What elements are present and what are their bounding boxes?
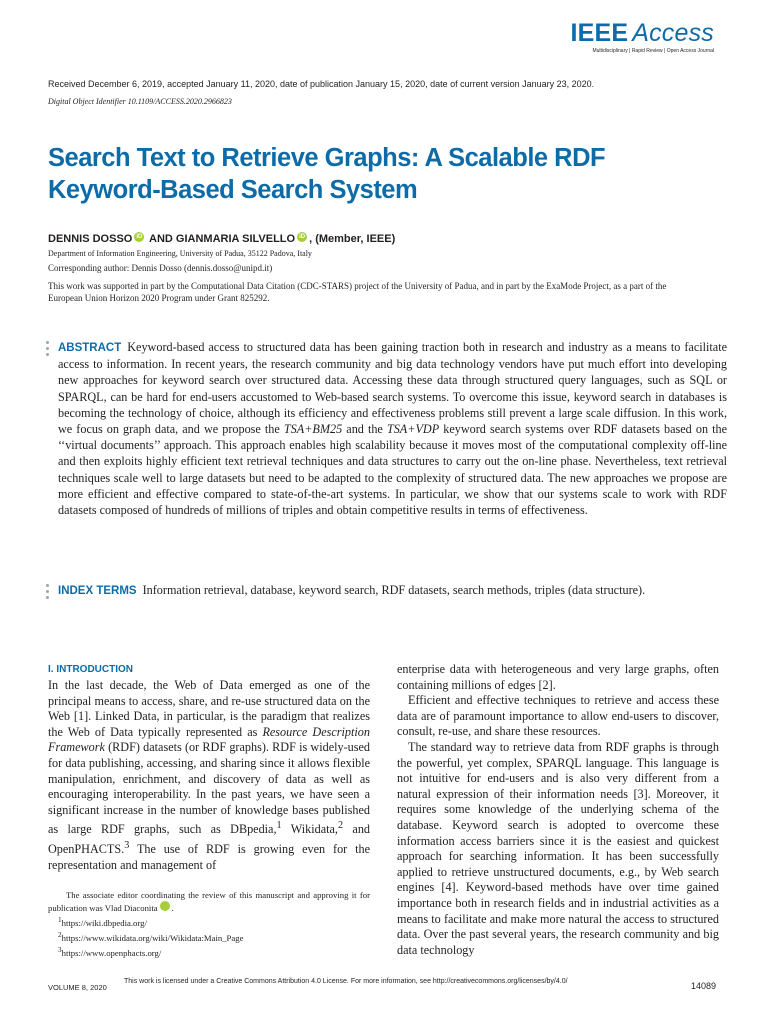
intro-p1-b: (RDF) datasets (or RDF graphs). RDF is widely-used for data publishing, accessing, and sharing since it allows flexible manipulation, enrichment, and discovery of data as well as encouraging interoperability. In the past years, we have seen a significant increase in the number of knowledge bases published as large RDF graphs, such as DBpedia, (48, 740, 370, 837)
intro-p1-e: The use of RDF is growing even for the representation and management of (48, 842, 371, 872)
abstract-em-tsa-vdp: TSA+VDP (386, 422, 440, 437)
footnote-url-3[interactable]: https://www.openphacts.org/ (61, 947, 162, 958)
author-dosso: DENNIS DOSSO (48, 233, 133, 245)
footnote-1 (48, 914, 370, 929)
footnote-url-1[interactable]: https://wiki.dbpedia.org/ (61, 917, 147, 928)
abstract (58, 339, 727, 518)
footnote-mark-1: 1 (58, 916, 62, 924)
orcid-icon[interactable]: iD (299, 234, 306, 240)
index-terms-dots-icon (46, 584, 49, 602)
footnote-ref-2[interactable]: 2 (337, 820, 344, 832)
abstract-text-b: and the (346, 422, 383, 437)
editor-note (48, 889, 370, 914)
index-terms-text: Information retrieval, database, keyword search, RDF datasets, search methods, triples (data structure). (142, 583, 646, 597)
logo-ieee: IEEE (570, 19, 629, 47)
corresponding-author: Corresponding author: Dennis Dosso (dennis.dosso@unipd.it) (48, 263, 273, 273)
intro-p1-a: In the last decade, the Web of Data emerged as one of the principal means to access, share, and re-use structured data on the Web [1]. Linked Data, in particular, is the paradigm that realizes the Web of Data typically represented as (48, 678, 370, 739)
index-terms-label: INDEX TERMS (58, 585, 137, 597)
footnotes (48, 889, 370, 959)
orcid-icon[interactable]: iD (160, 901, 170, 911)
affiliation: Department of Information Engineering, University of Padua, 35122 Padova, Italy (48, 249, 312, 258)
abstract-text-c: keyword search systems over RDF datasets based on the ‘‘virtual documents’’ approach. This approach enables high scalability because it moves most of the computational complexity off-line and then exploits highly efficient text retrieval techniques and data structures to carry out the on-line phase. Nevertheless, text retrieval techniques scale well to large datasets but need to be adapted to the complexity of structured data. The new approaches we propose are more efficient and effective compared to state-of-the-art systems. In particular, we show that our systems scale to work with RDF datasets composed of hundreds of millions of triples and obtain competitive results in terms of effectiveness. (58, 422, 727, 518)
intro-p1-d: and OpenPHACTS. (48, 822, 371, 857)
footnote-mark-2: 2 (58, 930, 62, 939)
intro-p1-c: Wikidata, (290, 822, 338, 837)
paper-title (48, 142, 668, 206)
abstract-text-a: Keyword-based access to structured data has been gaining traction both in research and industry as a means to facilitate access to information. In recent years, the research community and big data technology vendors have put much effort into developing new approaches for keyword search over structured data. Accessing these data through structured query languages, such as SQL or SPARQL, can be hard for end-users accustomed to Web-based search systems. To overcome this issue, keyword search in databases is becoming the technology of choice, although its efficiency and effectiveness problems still prevent a large scale diffusion. In this work, we focus on graph data, and we propose the (58, 340, 727, 437)
abstract-dots-icon (46, 341, 49, 359)
logo-wordmark (570, 20, 714, 46)
footnote-ref-3[interactable]: 3 (124, 840, 130, 851)
abstract-em-tsa-bm25: TSA+BM25 (283, 422, 343, 437)
intro-right-p0: enterprise data with heterogeneous and very large graphs, often containing millions of edges [2]. (397, 662, 719, 692)
orcid-icon[interactable]: iD (136, 234, 143, 240)
author-list (48, 232, 395, 245)
section-heading-introduction: I. INTRODUCTION (48, 664, 133, 675)
intro-right-p2: The standard way to retrieve data from RDF graphs is through the powerful, yet complex, SPARQL language. This language is not intuitive for end-users and is also very different from a natural expression of their information needs [3]. Moreover, it requires some knowledge of the underlying schema of the database. Keyword search is adopted to overcome these information access barriers since it is the easiest and quickest approach for searching information. It has been successfully applied to retrieve unstructured documents, e.g., by Web search engines [4]. Keyword-based methods have over time gained importance both in research fields and in industrial activities as a means to facilitate and make more natural the access to structured data. Over the past several years, the research community and big data technology (397, 739, 719, 957)
index-terms (58, 582, 727, 599)
footer-volume: VOLUME 8, 2020 (48, 983, 107, 992)
doi-line: Digital Object Identifier 10.1109/ACCESS.2020.2966823 (48, 97, 232, 106)
abstract-label: ABSTRACT (58, 342, 122, 354)
intro-p1-em: Resource Description Framework (48, 724, 370, 755)
footer-page-number: 14089 (691, 981, 717, 991)
footnote-3 (48, 944, 370, 959)
title-line-1: Search Text to Retrieve Graphs: A Scalable RDF (48, 144, 606, 172)
title-line-2: Keyword-Based Search System (48, 176, 418, 204)
intro-left-column (48, 678, 370, 873)
funding-note: This work was supported in part by the Computational Data Citation (CDC-STARS) project of the University of Padua, and in part by the ExaMode Project, as a part of the European Union Horizon 2020 Program under Grant 825292. (48, 281, 667, 303)
footnote-ref-1[interactable]: 1 (276, 820, 282, 832)
editor-note-text: The associate editor coordinating the review of this manuscript and approving it for publication was Vlad Diaconita (48, 890, 370, 913)
logo-tagline: Multidisciplinary | Rapid Review | Open Access Journal (592, 48, 714, 54)
footer-license[interactable]: This work is licensed under a Creative Commons Attribution 4.0 License. For more information, see http://creativecommons.org/licenses/by/4.0/ (124, 978, 568, 985)
logo-access: Access (632, 19, 714, 47)
author-member-suffix: , (Member, IEEE) (309, 233, 396, 245)
editor-note-end: . (171, 903, 174, 913)
intro-paragraph-1 (48, 678, 370, 873)
received-dates: Received December 6, 2019, accepted January 11, 2020, date of publication January 15, 2020, date of current version January 23, 2020. (48, 79, 595, 89)
intro-right-p1: Efficient and effective techniques to retrieve and access these data are of paramount importance to allow end-users to discover, consult, re-use, and share these resources. (397, 693, 719, 739)
footnote-2 (48, 929, 370, 944)
footnote-url-2[interactable]: https://www.wikidata.org/wiki/Wikidata:Main_Page (61, 932, 244, 943)
intro-right-column (397, 662, 719, 958)
footnote-mark-3: 3 (58, 945, 62, 954)
ieee-access-logo (570, 20, 714, 54)
author-silvello: AND GIANMARIA SILVELLO (149, 233, 296, 245)
